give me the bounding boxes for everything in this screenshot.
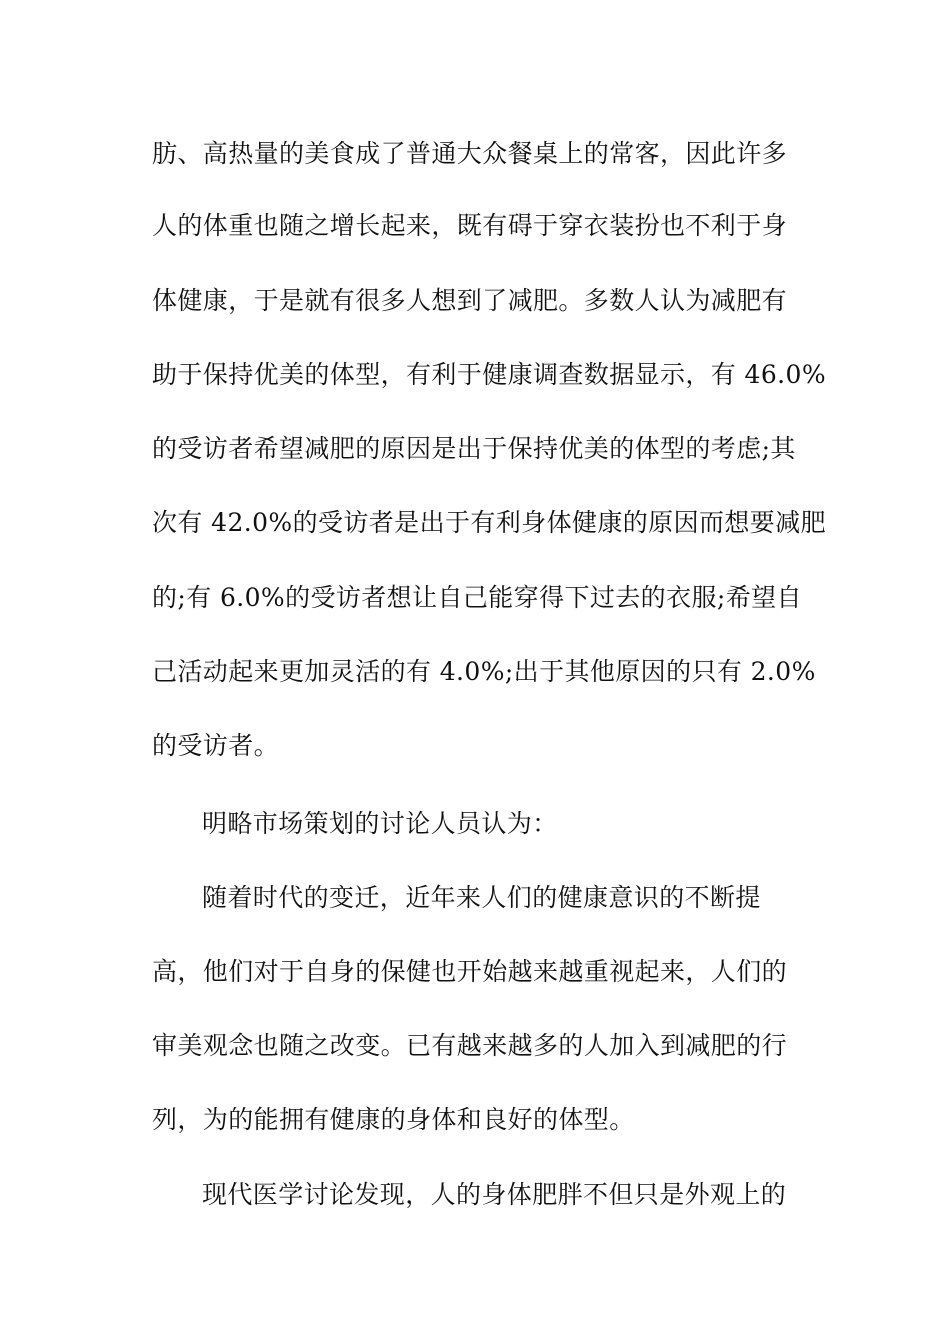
text-line: 次有 42.0%的受访者是出于有利身体健康的原因而想要减肥 xyxy=(152,508,826,537)
paragraph-first-line: 随着时代的变迁，近年来人们的健康意识的不断提 xyxy=(202,883,761,912)
text-line: 的;有 6.0%的受访者想让自己能穿得下过去的衣服;希望自 xyxy=(152,583,802,612)
text-line: 审美观念也随之改变。已有越来越多的人加入到减肥的行 xyxy=(152,1031,788,1060)
text-line: 的受访者。 xyxy=(152,731,280,760)
text-line: 的受访者希望减肥的原因是出于保持优美的体型的考虑;其 xyxy=(152,434,796,463)
text-line: 肪、高热量的美食成了普通大众餐桌上的常客，因此许多 xyxy=(152,139,788,168)
text-line: 列，为的能拥有健康的身体和良好的体型。 xyxy=(152,1105,635,1134)
paragraph-first-line: 明略市场策划的讨论人员认为： xyxy=(202,809,558,838)
text-line: 体健康，于是就有很多人想到了减肥。多数人认为减肥有 xyxy=(152,286,788,315)
text-line: 己活动起来更加灵活的有 4.0%;出于其他原因的只有 2.0% xyxy=(152,657,816,686)
text-line: 人的体重也随之增长起来，既有碍于穿衣装扮也不利于身 xyxy=(152,211,788,240)
paragraph-first-line: 现代医学讨论发现，人的身体肥胖不但只是外观上的 xyxy=(202,1180,787,1209)
text-line: 助于保持优美的体型，有利于健康调查数据显示，有 46.0% xyxy=(152,360,826,389)
text-line: 高，他们对于自身的保健也开始越来越重视起来，人们的 xyxy=(152,957,788,986)
